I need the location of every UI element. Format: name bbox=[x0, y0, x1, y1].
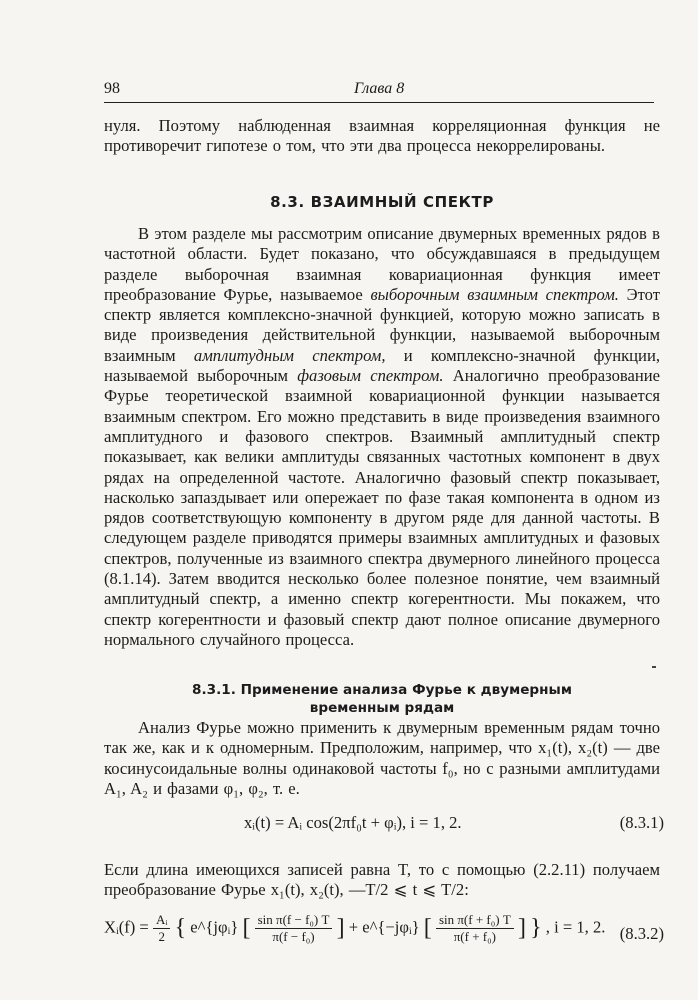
left-brace: { bbox=[174, 915, 187, 941]
equation-body bbox=[104, 912, 605, 945]
term-amplitude-spectrum: амплитудным спектром, bbox=[193, 345, 386, 365]
fraction-2-denominator: π(f + f₀) bbox=[453, 929, 496, 944]
equation-number: (8.3.2) bbox=[619, 924, 664, 943]
text-run: Этот спектр является комплексно-значной функцией, которую можно записать в виде произведения действительной функции, называемой выборочным взаимным bbox=[104, 284, 660, 365]
term-sample-cross-spectrum: выборочным взаимным спектром. bbox=[370, 284, 619, 304]
exp-minus: e^{−jφᵢ} bbox=[362, 917, 420, 937]
text-run: и комплексно-значной функции, называемой выборочным bbox=[104, 345, 660, 386]
equation-tail: , i = 1, 2. bbox=[545, 917, 606, 937]
section-title: 8.3. ВЗАИМНЫЙ СПЕКТР bbox=[270, 193, 494, 211]
equation-body: xᵢ(t) = Aᵢ cos(2πf₀t + φᵢ), i = 1, 2. bbox=[244, 813, 462, 832]
section-paragraph bbox=[104, 224, 660, 650]
fraction-2 bbox=[436, 912, 514, 945]
equation-8-3-2 bbox=[104, 912, 664, 962]
left-bracket: [ bbox=[242, 915, 251, 941]
ink-speck bbox=[652, 666, 656, 668]
fraction-1-numerator: sin π(f − f₀) T bbox=[255, 912, 333, 929]
right-bracket: ] bbox=[517, 915, 526, 941]
record-length-paragraph: Если длина имеющихся записей равна T, то с помощью (2.2.11) получаем преобразование Фурье x₁(t), x₂(t), —T/2 ⩽ t ⩽ T/2: bbox=[104, 860, 660, 900]
fraction-1-denominator: π(f − f₀) bbox=[272, 929, 315, 944]
equation-number: (8.3.1) bbox=[619, 813, 664, 832]
coef-denominator: 2 bbox=[158, 929, 165, 944]
text-run: В этом разделе мы рассмотрим описание двумерных временных рядов в частотной области. Будет показано, что обсуждавшаяся в предыдущем разделе выборочная взаимная ковариационная функция имеет преобразование Фурье, называемое bbox=[104, 224, 660, 304]
right-bracket: ] bbox=[336, 915, 345, 941]
right-brace: } bbox=[530, 915, 542, 941]
running-header bbox=[104, 80, 654, 103]
fraction-2-numerator: sin π(f + f₀) T bbox=[436, 912, 514, 929]
fourier-paragraph: Анализ Фурье можно применить к двумерным временным рядам точно так же, как и к одномерным. Предположим, например, что x₁(t), x₂(t) — две косинусоидальные волны одинаковой частоты f₀, но с разными амплитудами A₁, A₂ и фазами φ₁, φ₂, т. е. bbox=[104, 718, 660, 798]
plus-sign: + bbox=[348, 917, 363, 937]
exp-plus: e^{jφᵢ} bbox=[190, 917, 239, 937]
fraction-1 bbox=[255, 912, 333, 945]
text-run: Аналогично преобразование Фурье теоретической взаимной ковариационной функции называется взаимным спектром. Его можно представить в виде произведения взаимного амплитудного и фазового спектров. Взаимный амплитудный спектр показывает, как велики амплитуды связанных частотных компонент в двух рядах на определенной частоте. Аналогично фазовый спектр показывает, насколько запаздывает или опережает по фазе такая компонента в одном из рядов соответствующую компоненту в другом ряде для данной частоты. В следующем разделе приводятся примеры взаимных амплитудных и фазовых спектров, полученные из взаимного спектра двумерного линейного процесса (8.1.14). Затем вводится несколько более полезное понятие, чем взаимный амплитудный спектр, а именно спектр когерентности. Мы покажем, что спектр когерентности и фазовый спектр дают полное описание двумерного нормального случайного процесса. bbox=[104, 366, 660, 649]
left-bracket: [ bbox=[423, 915, 432, 941]
term-phase-spectrum: фазовым спектром. bbox=[297, 366, 444, 386]
paragraph-continued: нуля. Поэтому наблюденная взаимная корреляционная функция не противоречит гипотезе о том, что эти два процесса некоррелированы. bbox=[104, 116, 660, 156]
coefficient-fraction bbox=[153, 912, 171, 945]
chapter-title: Глава 8 bbox=[354, 80, 405, 97]
page-number: 98 bbox=[104, 80, 120, 97]
subsection-title-line-2: временным рядам bbox=[309, 700, 455, 716]
coef-numerator: Aᵢ bbox=[153, 912, 171, 929]
subsection-title-line-1: 8.3.1. Применение анализа Фурье к двумерным bbox=[192, 682, 572, 698]
equation-lhs: Xᵢ(f) = bbox=[104, 917, 153, 937]
subsection-title bbox=[104, 681, 660, 717]
